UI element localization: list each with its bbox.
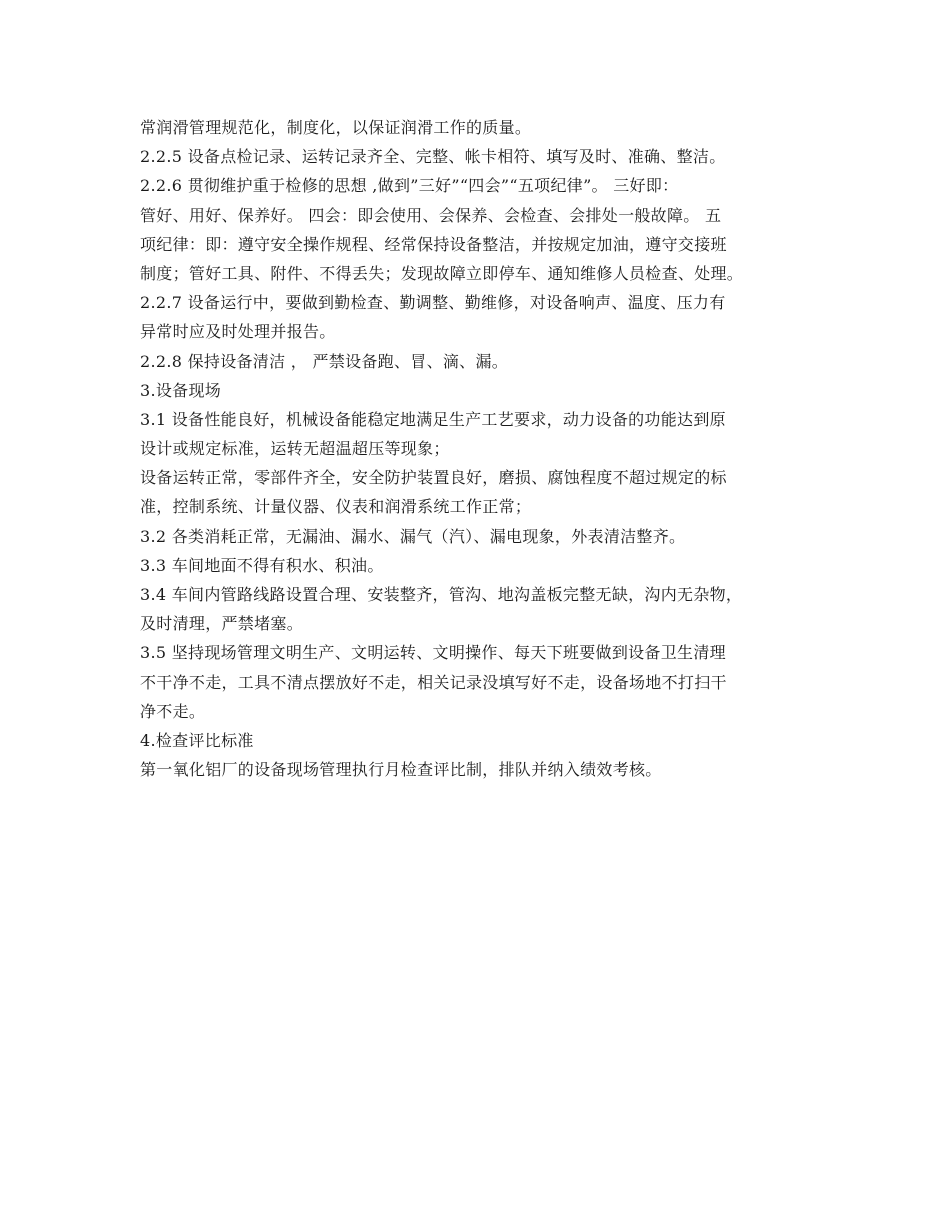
text-line: 制度；管好工具、附件、不得丢失；发现故障立即停车、通知维修人员检查、处理。 [140, 263, 744, 283]
text-line: 2.2.8 保持设备清洁 ， 严禁设备跑、冒、滴、漏。 [140, 351, 509, 371]
document-body [140, 113, 830, 784]
text-line: 净不走。 [140, 701, 206, 721]
text-line: 准，控制系统、计量仪器、仪表和润滑系统工作正常； [140, 497, 532, 517]
section-heading: 3.设备现场 [140, 380, 222, 400]
text-line: 2.2.6 贯彻维护重于检修的思想 ,做到”三好”“四会”“五项纪律”。 三好即： [140, 176, 679, 196]
text-line: 及时清理，严禁堵塞。 [140, 614, 304, 634]
text-line: 2.2.5 设备点检记录、运转记录齐全、完整、帐卡相符、填写及时、准确、整洁。 [140, 147, 726, 167]
section-heading: 4.检查评比标准 [140, 730, 254, 750]
text-line: 3.5 坚持现场管理文明生产、文明运转、文明操作、每天下班要做到设备卫生清理 [140, 643, 726, 663]
text-line: 3.4 车间内管路线路设置合理、安装整齐，管沟、地沟盖板完整无缺，沟内无杂物， [140, 585, 743, 604]
text-line: 第一氧化铝厂的设备现场管理执行月检查评比制，排队并纳入绩效考核。 [140, 760, 662, 780]
text-line: 3.3 车间地面不得有积水、积油。 [140, 555, 384, 575]
text-line: 管好、用好、保养好。 四会：即会使用、会保养、会检查、会排处一般故障。 五 [140, 205, 722, 225]
text-line: 设计或规定标准，运转无超温超压等现象； [140, 439, 450, 459]
text-line: 项纪律：即：遵守安全操作规程、经常保持设备整洁，并按规定加油，遵守交接班 [140, 234, 727, 254]
text-line: 3.1 设备性能良好，机械设备能稳定地满足生产工艺要求，动力设备的功能达到原 [140, 409, 726, 429]
text-line: 2.2.7 设备运行中，要做到勤检查、勤调整、勤维修，对设备响声、温度、压力有 [140, 293, 726, 313]
text-line: 异常时应及时处理并报告。 [140, 322, 336, 342]
text-line: 设备运转正常，零部件齐全，安全防护装置良好，磨损、腐蚀程度不超过规定的标 [140, 468, 727, 488]
text-line: 常润滑管理规范化，制度化，以保证润滑工作的质量。 [140, 118, 532, 137]
text-line: 3.2 各类消耗正常，无漏油、漏水、漏气（汽）、漏电现象，外表清洁整齐。 [140, 526, 686, 546]
text-line: 不干净不走，工具不清点摆放好不走，相关记录没填写好不走，设备场地不打扫干 [140, 672, 727, 692]
